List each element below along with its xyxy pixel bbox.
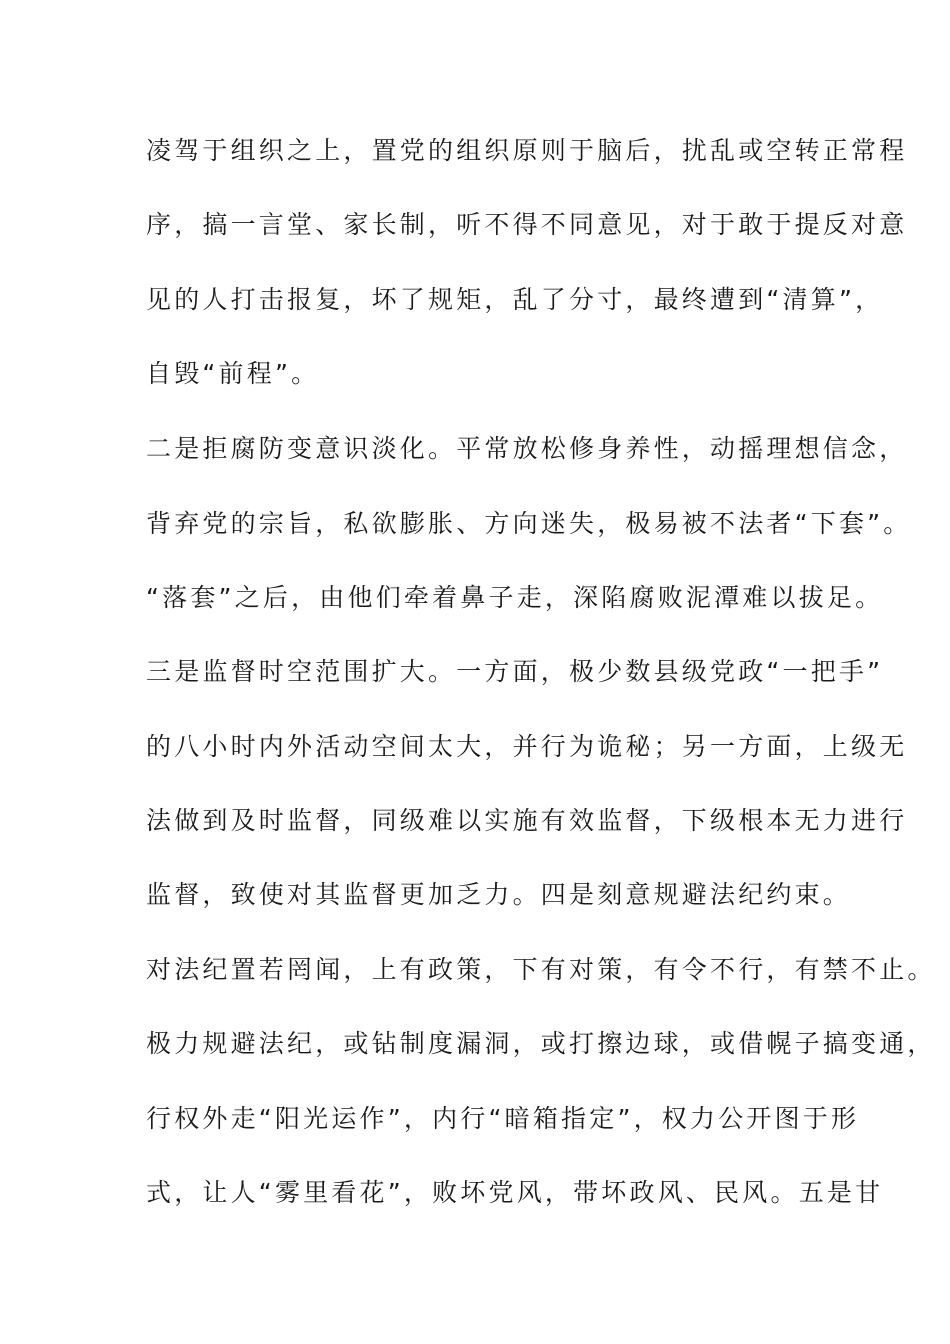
text-line: 自毁“前程”。: [146, 359, 320, 388]
text-line: “落套”之后，由他们牵着鼻子走，深陷腐败泥潭难以拔足。: [146, 583, 884, 612]
text-line: 凌驾于组织之上，置党的组织原则于脑后，扰乱或空转正常程: [146, 136, 908, 165]
text-line: 的八小时内外活动空间太大，并行为诡秘；另一方面，上级无: [146, 732, 908, 761]
text-line: 二是拒腐防变意识淡化。平常放松修身养性，动摇理想信念，: [146, 434, 908, 463]
text-line: 行权外走“阳光运作”，内行“暗箱指定”，权力公开图于形: [146, 1104, 860, 1133]
text-line: 见的人打击报复，坏了规矩，乱了分寸，最终遭到“清算”，: [146, 285, 884, 314]
text-line: 序，搞一言堂、家长制，听不得不同意见，对于敢于提反对意: [146, 210, 908, 239]
text-line: 监督，致使对其监督更加乏力。四是刻意规避法纪约束。: [146, 880, 852, 909]
text-line: 背弃党的宗旨，私欲膨胀、方向迷失，极易被不法者“下套”。: [146, 509, 912, 538]
text-line: 三是监督时空范围扩大。一方面，极少数县级党政“一把手”: [146, 657, 884, 686]
text-line: 对法纪置若罔闻，上有政策，下有对策，有令不行，有禁不止。: [146, 955, 936, 984]
text-line: 法做到及时监督，同级难以实施有效监督，下级根本无力进行: [146, 806, 908, 835]
text-line: 式，让人“雾里看花”，败坏党风，带坏政风、民风。五是甘: [146, 1178, 884, 1207]
text-line: 极力规避法纪，或钻制度漏洞，或打擦边球，或借幌子搞变通，: [146, 1029, 936, 1058]
